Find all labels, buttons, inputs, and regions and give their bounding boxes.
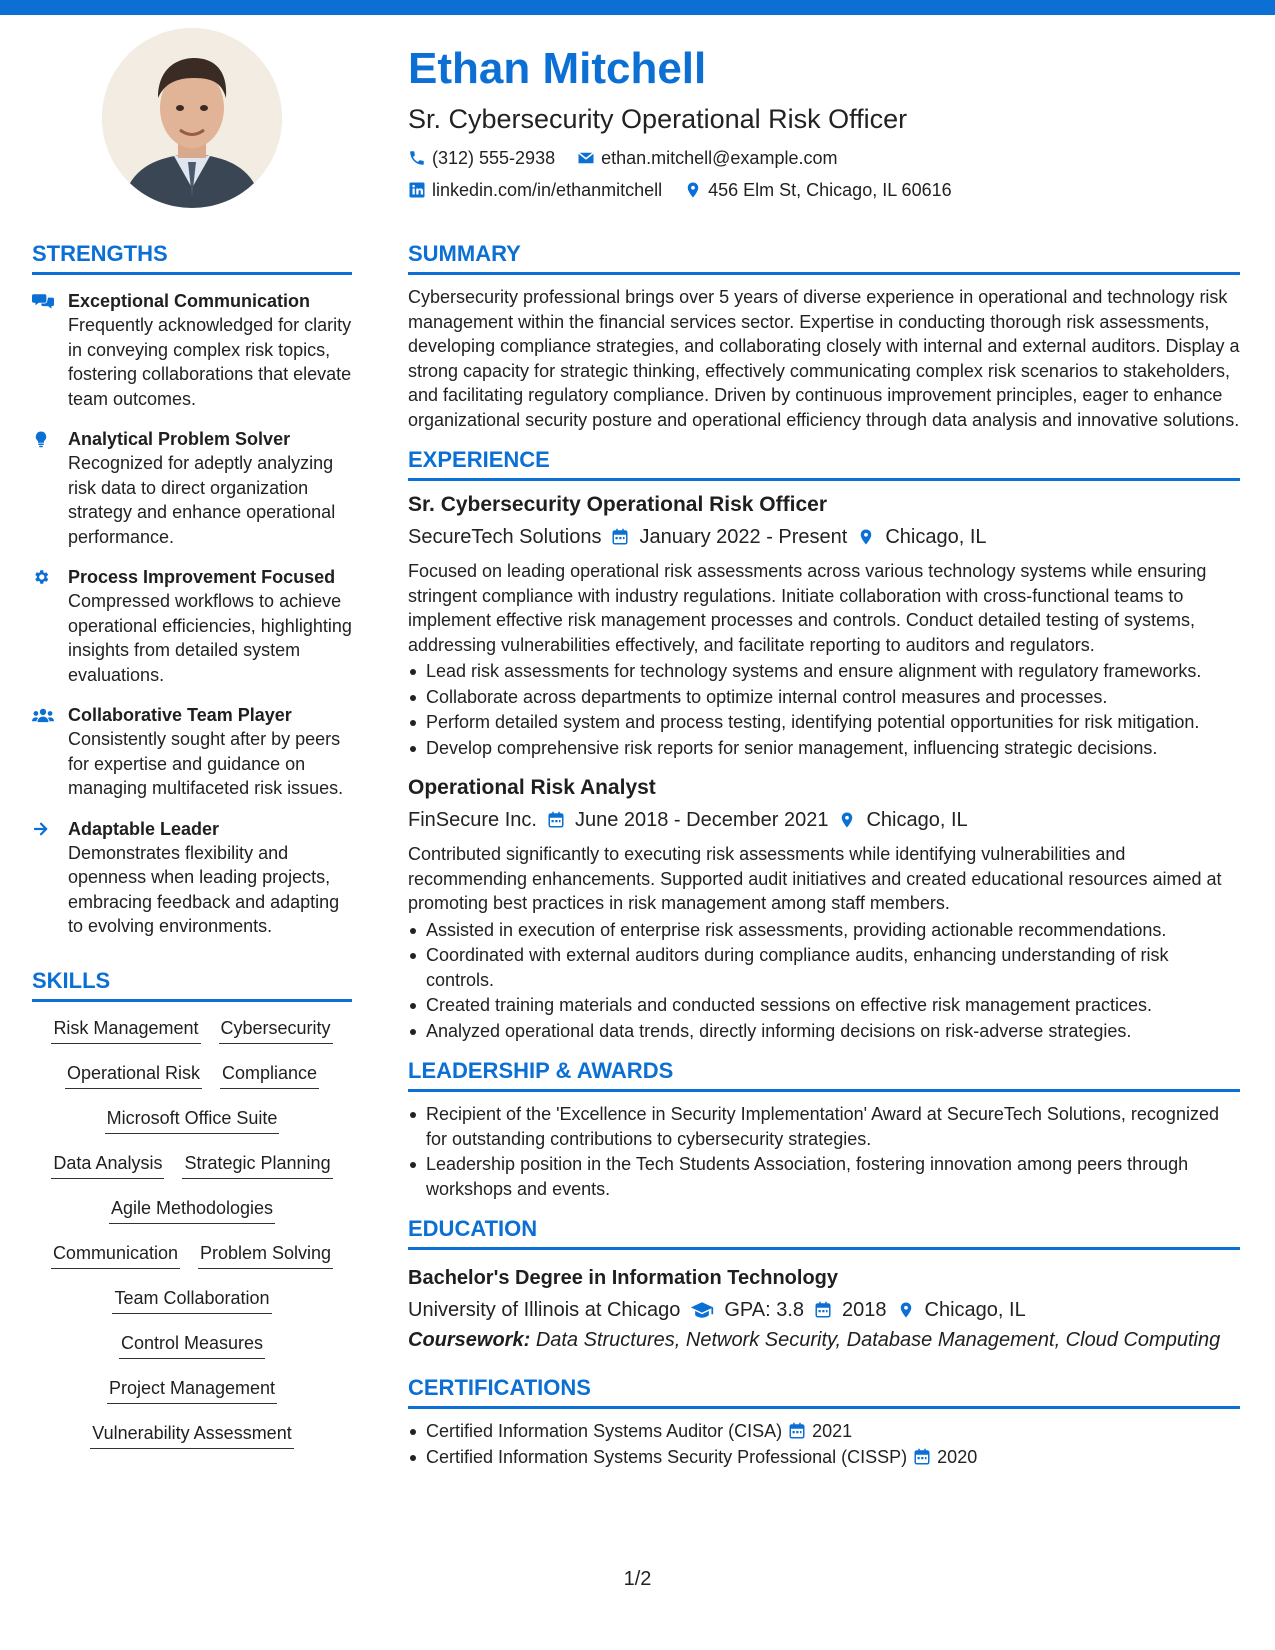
skill-tag: Strategic Planning <box>182 1151 332 1179</box>
leadership-list <box>408 1102 1240 1201</box>
coursework <box>408 1326 1240 1354</box>
skill-row <box>32 1241 352 1269</box>
linkedin-icon <box>408 181 426 199</box>
skills-list <box>32 1016 352 1449</box>
certification-name: Certified Information Systems Security Professional (CISSP) <box>426 1446 908 1467</box>
award-item: Recipient of the 'Excellence in Security Implementation' Award at SecureTech Solutions, recognized for outstanding contributions to cybersecurity strategies. <box>408 1102 1240 1151</box>
certification-year: 2021 <box>812 1421 853 1441</box>
summary-text: Cybersecurity professional brings over 5 years of diverse experience in operational and technology risk management within the financial services sector. Expertise in conducting thorough risk assessments, developing compliance strategies, and collaborating closely with internal and external auditors. Display a strong capacity for strategic thinking, effectively communicating complex risk scenarios to stakeholders, and facilitating regulatory compliance. Driven by continuous improvement principles, eager to enhance organizational security posture and operational efficiency through data analysis and innovative solutions. <box>408 287 1240 430</box>
job-bullet: Develop comprehensive risk reports for senior management, influencing strategic decisions. <box>408 736 1240 761</box>
skill-tag: Compliance <box>220 1061 319 1089</box>
skill-row <box>32 1331 352 1359</box>
certification-item <box>408 1445 1240 1470</box>
job-bullet: Collaborate across departments to optimize internal control measures and processes. <box>408 685 1240 710</box>
certification-item <box>408 1419 1240 1444</box>
strength-title: Collaborative Team Player <box>68 705 292 725</box>
location-pin-icon <box>684 181 702 199</box>
leadership-title: LEADERSHIP & AWARDS <box>408 1057 1240 1092</box>
graduation-year: 2018 <box>842 1299 887 1321</box>
gear-icon <box>32 565 54 687</box>
linkedin-text[interactable]: linkedin.com/in/ethanmitchell <box>432 179 663 200</box>
job-bullet: Lead risk assessments for technology systems and ensure alignment with regulatory frameworks. <box>408 659 1240 684</box>
job-dates: January 2022 - Present <box>639 526 848 548</box>
job-title: Sr. Cybersecurity Operational Risk Officer <box>408 493 827 516</box>
profile-photo <box>102 28 282 208</box>
strength-title: Process Improvement Focused <box>68 567 336 587</box>
skill-row <box>32 1286 352 1314</box>
envelope-icon <box>577 149 595 167</box>
users-icon <box>32 703 54 801</box>
strengths-list <box>32 289 352 939</box>
strength-desc: Compressed workflows to achieve operational efficiencies, highlighting insights from detailed system evaluations. <box>68 591 352 685</box>
left-column <box>32 240 352 1466</box>
skill-row <box>32 1196 352 1224</box>
skill-tag: Agile Methodologies <box>109 1196 275 1224</box>
summary-title: SUMMARY <box>408 240 1240 275</box>
skill-tag: Risk Management <box>51 1016 200 1044</box>
certification-name: Certified Information Systems Auditor (CISA) <box>426 1421 783 1441</box>
company-name: SecureTech Solutions <box>408 526 602 548</box>
strength-desc: Frequently acknowledged for clarity in conveying complex risk topics, fostering collaborations that elevate team outcomes. <box>68 315 352 409</box>
skill-tag: Operational Risk <box>65 1061 202 1089</box>
calendar-icon <box>913 1448 931 1466</box>
skill-tag: Project Management <box>107 1376 277 1404</box>
strength-title: Analytical Problem Solver <box>68 429 291 449</box>
strength-item <box>32 289 352 411</box>
calendar-icon <box>788 1422 806 1440</box>
skill-tag: Team Collaboration <box>112 1286 271 1314</box>
award-item: Leadership position in the Tech Students Association, fostering innovation among peers through workshops and events. <box>408 1152 1240 1201</box>
coursework-text: Data Structures, Network Security, Database Management, Cloud Computing <box>535 1329 1221 1351</box>
phone-icon <box>408 149 426 167</box>
location-pin-icon <box>897 1301 915 1319</box>
skill-row <box>32 1421 352 1449</box>
location-pin-icon <box>838 811 856 829</box>
job-bullets <box>408 659 1240 760</box>
coursework-label: Coursework: <box>408 1329 531 1351</box>
strength-title: Exceptional Communication <box>68 291 311 311</box>
skill-tag: Microsoft Office Suite <box>105 1106 280 1134</box>
jobs-list <box>408 491 1240 1043</box>
job-bullets <box>408 918 1240 1044</box>
certification-year: 2020 <box>937 1446 978 1467</box>
job-location: Chicago, IL <box>866 809 968 831</box>
company-name: FinSecure Inc. <box>408 809 537 831</box>
skill-row <box>32 1376 352 1404</box>
strength-title: Adaptable Leader <box>68 818 220 839</box>
strength-item <box>32 427 352 549</box>
skill-tag: Vulnerability Assessment <box>90 1421 293 1449</box>
skill-row <box>32 1106 352 1134</box>
candidate-headline: Sr. Cybersecurity Operational Risk Officer <box>408 104 908 134</box>
avatar <box>102 28 282 208</box>
strength-item <box>32 817 352 939</box>
contact-address <box>684 180 951 201</box>
job-bullet: Coordinated with external auditors during compliance audits, enhancing understanding of risk controls. <box>408 943 1240 992</box>
job-entry <box>408 491 1240 760</box>
strengths-title: STRENGTHS <box>32 240 352 275</box>
top-accent-bar <box>0 0 1275 15</box>
contact-phone <box>408 148 555 169</box>
job-meta <box>408 806 1240 834</box>
skill-row <box>32 1061 352 1089</box>
calendar-icon <box>814 1301 832 1319</box>
job-dates: June 2018 - December 2021 <box>574 809 829 831</box>
contact-row-1 <box>408 146 1248 170</box>
address-text: 456 Elm St, Chicago, IL 60616 <box>708 179 952 200</box>
contact-email[interactable] <box>577 148 837 169</box>
experience-title: EXPERIENCE <box>408 446 1240 481</box>
arrow-right-icon <box>32 817 54 939</box>
page-number: 1/2 <box>623 1568 652 1590</box>
skill-row <box>32 1016 352 1044</box>
degree-title: Bachelor's Degree in Information Technology <box>408 1267 839 1289</box>
strength-item <box>32 565 352 687</box>
job-title: Operational Risk Analyst <box>408 776 656 799</box>
job-meta <box>408 523 1240 551</box>
certifications-title: CERTIFICATIONS <box>408 1374 1240 1409</box>
graduation-cap-icon <box>690 1300 714 1320</box>
phone-text: (312) 555-2938 <box>432 147 556 168</box>
job-description: Focused on leading operational risk assessments across various technology systems while ensuring stringent compliance with industry regulations. Initiate collaboration with cross-functional teams to implement effective risk management processes and controls. Conduct detailed testing of systems, addressing vulnerabilities effectively, and facilitate reporting to auditors and regulators. <box>408 561 1207 655</box>
location-pin-icon <box>857 528 875 546</box>
job-location: Chicago, IL <box>885 526 987 548</box>
strength-item <box>32 703 352 801</box>
job-entry <box>408 774 1240 1043</box>
lightbulb-icon <box>32 427 54 549</box>
strength-desc: Recognized for adeptly analyzing risk data to direct organization strategy and enhance operational performance. <box>68 453 336 547</box>
email-text[interactable]: ethan.mitchell@example.com <box>601 147 838 168</box>
job-bullet: Created training materials and conducted sessions on effective risk management practices. <box>408 993 1240 1018</box>
skill-row <box>32 1151 352 1179</box>
school-name: University of Illinois at Chicago <box>408 1299 681 1321</box>
comments-icon <box>32 289 54 411</box>
calendar-icon <box>611 528 629 546</box>
skill-tag: Communication <box>51 1241 180 1269</box>
job-bullet: Perform detailed system and process testing, identifying potential opportunities for risk mitigation. <box>408 710 1240 735</box>
job-bullet: Analyzed operational data trends, directly informing decisions on risk-adverse strategies. <box>408 1019 1240 1044</box>
education-meta <box>408 1296 1240 1324</box>
candidate-name: Ethan Mitchell <box>408 44 707 93</box>
contact-row-2 <box>408 178 1248 202</box>
certifications-list <box>408 1419 1240 1469</box>
resume-header <box>408 40 1248 202</box>
strength-desc: Demonstrates flexibility and openness when leading projects, embracing feedback and adapting to evolving environments. <box>68 842 340 936</box>
job-description: Contributed significantly to executing risk assessments while identifying vulnerabilities and recommending enhancements. Supported audit initiatives and created educational resources aimed at promoting best practices in risk management among staff members. <box>408 844 1222 913</box>
school-location: Chicago, IL <box>924 1299 1026 1321</box>
skill-tag: Cybersecurity <box>219 1016 333 1044</box>
skills-title: SKILLS <box>32 967 352 1002</box>
education-title: EDUCATION <box>408 1215 1240 1250</box>
skill-tag: Problem Solving <box>198 1241 333 1269</box>
job-bullet: Assisted in execution of enterprise risk assessments, providing actionable recommendations. <box>408 918 1240 943</box>
calendar-icon <box>547 811 565 829</box>
right-column <box>408 240 1240 1469</box>
contact-linkedin[interactable] <box>408 180 662 201</box>
skill-tag: Control Measures <box>119 1331 265 1359</box>
gpa-text: GPA: 3.8 <box>724 1299 805 1321</box>
skill-tag: Data Analysis <box>51 1151 164 1179</box>
strength-desc: Consistently sought after by peers for expertise and guidance on managing multifaceted risk issues. <box>68 729 344 798</box>
